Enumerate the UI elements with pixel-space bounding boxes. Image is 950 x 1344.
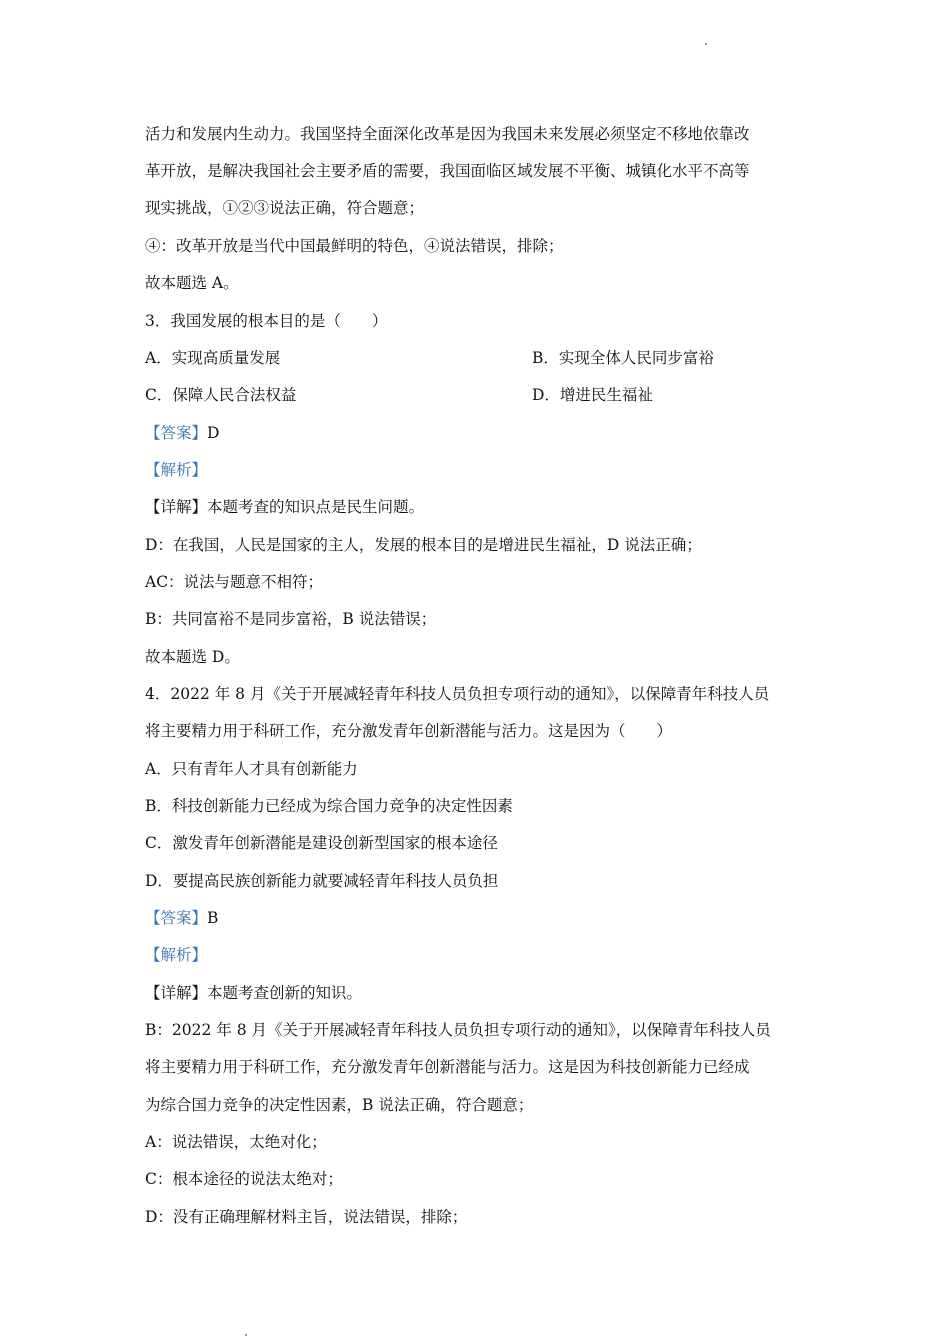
analysis-tag: 【解析】	[145, 461, 208, 479]
q3-explanation-1: D：在我国，人民是国家的主人，发展的根本目的是增进民生福祉，D 说法正确；	[145, 536, 702, 554]
intro-line-4: ④：改革开放是当代中国最鲜明的特色，④说法错误，排除；	[145, 237, 564, 255]
q3-option-c: C．保障人民合法权益	[145, 386, 297, 404]
intro-line-1: 活力和发展内生动力。我国坚持全面深化改革是因为我国未来发展必须坚定不移地依靠改	[145, 125, 750, 143]
q4-answer	[145, 908, 218, 928]
q3-explanation-4: 故本题选 D。	[145, 648, 240, 666]
header-mark	[705, 43, 707, 45]
q4-analysis	[145, 945, 207, 965]
footer-mark	[245, 1334, 247, 1336]
q3-option-b: B．实现全体人民同步富裕	[532, 349, 714, 367]
q3-detail: 【详解】本题考查的知识点是民生问题。	[145, 498, 425, 516]
q3-explanation-3: B：共同富裕不是同步富裕，B 说法错误；	[145, 610, 437, 628]
answer-value: D	[207, 424, 220, 442]
q4-detail: 【详解】本题考查创新的知识。	[145, 984, 363, 1002]
q3-analysis	[145, 460, 207, 480]
intro-line-2: 革开放，是解决我国社会主要矛盾的需要，我国面临区域发展不平衡、城镇化水平不高等	[145, 162, 750, 180]
q3-option-a: A．实现高质量发展	[145, 349, 281, 367]
q4-explanation-5: C：根本途径的说法太绝对；	[145, 1170, 343, 1188]
q4-option-c: C．激发青年创新潜能是建设创新型国家的根本途径	[145, 834, 498, 852]
intro-line-5: 故本题选 A。	[145, 274, 239, 292]
q3-explanation-2: AC：说法与题意不相符；	[145, 573, 324, 591]
q3-answer	[145, 423, 219, 443]
q4-explanation-6: D：没有正确理解材料主旨，说法错误，排除；	[145, 1208, 468, 1226]
q4-explanation-1: B：2022 年 8 月《关于开展减轻青年科技人员负担专项行动的通知》，以保障青年科技人员	[145, 1021, 771, 1039]
q4-stem-2: 将主要精力用于科研工作，充分激发青年创新潜能与活力。这是因为（ ）	[145, 722, 673, 740]
answer-tag: 【答案】	[145, 424, 208, 442]
analysis-tag: 【解析】	[145, 946, 208, 964]
q4-explanation-2: 将主要精力用于科研工作，充分激发青年创新潜能与活力。这是因为科技创新能力已经成	[145, 1058, 750, 1076]
q4-option-d: D．要提高民族创新能力就要减轻青年科技人员负担	[145, 872, 499, 890]
q3-stem: 3．我国发展的根本目的是（ ）	[145, 312, 388, 330]
intro-line-3: 现实挑战，①②③说法正确，符合题意；	[145, 199, 425, 217]
q4-option-b: B．科技创新能力已经成为综合国力竞争的决定性因素	[145, 797, 513, 815]
q4-explanation-4: A：说法错误，太绝对化；	[145, 1133, 327, 1151]
q4-stem-1: 4．2022 年 8 月《关于开展减轻青年科技人员负担专项行动的通知》，以保障青年科技人员	[145, 685, 770, 703]
q4-option-a: A．只有青年人才具有创新能力	[145, 760, 358, 778]
answer-tag: 【答案】	[145, 909, 208, 927]
q3-option-d: D．增进民生福祉	[532, 386, 653, 404]
answer-value: B	[207, 909, 219, 927]
q4-explanation-3: 为综合国力竞争的决定性因素，B 说法正确，符合题意；	[145, 1096, 534, 1114]
